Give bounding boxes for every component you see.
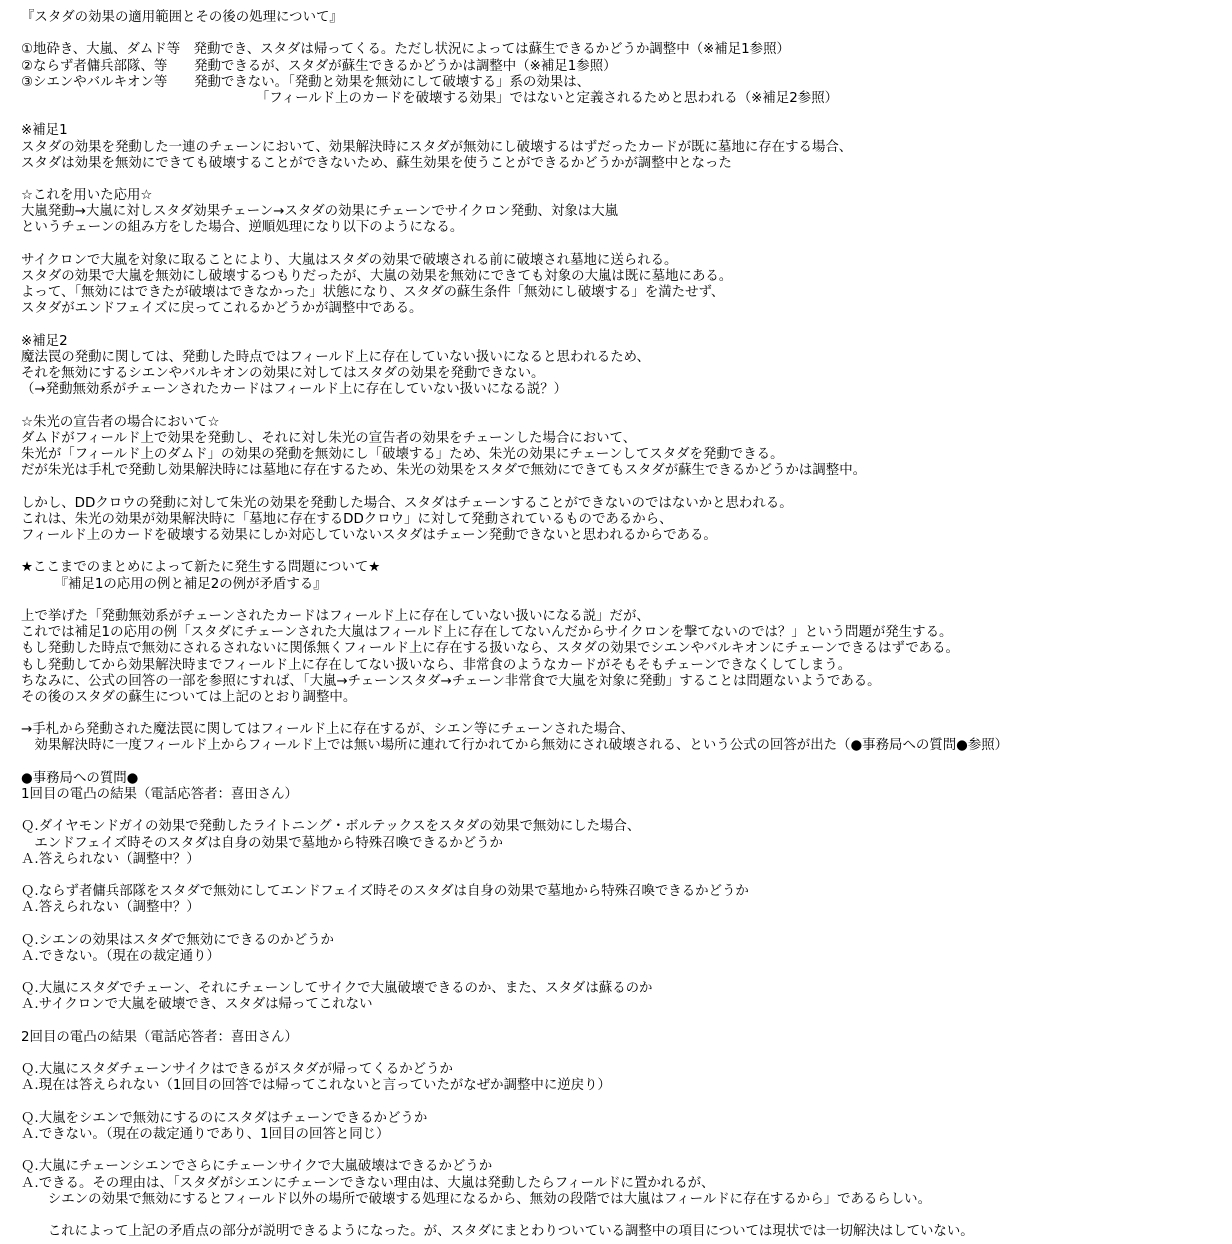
- text-line: だが朱光は手札で発動し効果解決時には墓地に存在するため、朱光の効果をスタダで無効にできてもスタダが蘇生できるかどうかは調整中。: [21, 463, 867, 479]
- text-line: Ｑ.大嵐にチェーンシエンでさらにチェーンサイクで大嵐破壊はできるかどうか: [21, 1159, 493, 1175]
- text-line: シエンの効果で無効にするとフィールド以外の場所で破壊する処理になるから、無効の段階では大嵐はフィールドに存在するから」であるらしい。: [21, 1191, 931, 1207]
- text-line: ●事務局への質問●: [21, 770, 139, 786]
- text-line: これは、朱光の効果が効果解決時に「墓地に存在するDDクロウ」に対して発動されているものであるから、: [21, 511, 673, 527]
- text-line: Ｑ.大嵐にスタダでチェーン、それにチェーンしてサイクで大嵐破壊できるのか、また、スタダは蘇るのか: [21, 981, 653, 997]
- text-line: Ｑ.ダイヤモンドガイの効果で発動したライトニング・ボルテックスをスタダの効果で無効にした場合、: [21, 819, 641, 835]
- blank-line: [21, 803, 1232, 819]
- text-line: 大嵐発動→大嵐に対しスタダ効果チェーン→スタダの効果にチェーンでサイクロン発動、対象は大嵐: [21, 204, 619, 220]
- blank-line: [21, 1143, 1232, 1159]
- text-line: スタダがエンドフェイズに戻ってこれるかどうかが調整中である。: [21, 301, 423, 317]
- text-line: 「フィールド上のカードを破壊する効果」ではないと定義されるためと思われる（※補足2参照）: [21, 90, 839, 106]
- text-line: しかし、DDクロウの発動に対して朱光の効果を発動した場合、スタダはチェーンすることができないのではないかと思われる。: [21, 495, 793, 511]
- blank-line: [21, 1046, 1232, 1062]
- text-line: Ａ.サイクロンで大嵐を破壊でき、スタダは帰ってこれない: [21, 997, 373, 1013]
- text-line: ②ならず者傭兵部隊、等 発動できるが、スタダが蘇生できるかどうかは調整中（※補足1参照）: [21, 58, 617, 74]
- blank-line: [21, 1014, 1232, 1030]
- text-line: 上で挙げた「発動無効系がチェーンされたカードはフィールド上に存在していない扱いになる説」だが、: [21, 608, 650, 624]
- text-line: Ａ.答えられない（調整中？）: [21, 900, 200, 916]
- text-line: エンドフェイズ時そのスタダは自身の効果で墓地から特殊召喚できるかどうか: [21, 835, 503, 851]
- text-line: というチェーンの組み方をした場合、逆順処理になり以下のようになる。: [21, 220, 464, 236]
- text-line: Ａ.現在は答えられない（1回目の回答では帰ってこれないと言っていたがなぜか調整中に逆戻り）: [21, 1078, 611, 1094]
- text-line: Ｑ.シエンの効果はスタダで無効にできるのかどうか: [21, 932, 334, 948]
- blank-line: [21, 917, 1232, 933]
- text-line: Ａ.できない。（現在の裁定通り）: [21, 948, 220, 964]
- text-line: これによって上記の矛盾点の部分が説明できるようになった。が、スタダにまとわりついている調整中の項目については現状では一切解決はしていない。: [21, 1224, 974, 1240]
- text-line: その後のスタダの蘇生については上記のとおり調整中。: [21, 689, 357, 705]
- text-line: ★ここまでのまとめによって新たに発生する問題について★: [21, 560, 381, 576]
- text-line: ☆これを用いた応用☆: [21, 188, 153, 204]
- blank-line: [21, 479, 1232, 495]
- text-line: →手札から発動された魔法罠に関してはフィールド上に存在するが、シエン等にチェーンされた場合、: [21, 722, 635, 738]
- text-line: 効果解決時に一度フィールド上からフィールド上では無い場所に連れて行かれてから無効にされ破壊される、という公式の回答が出た（●事務局への質問●参照）: [21, 738, 1009, 754]
- text-line: それを無効にするシエンやバルキオンの効果に対してはスタダの効果を発動できない。: [21, 366, 545, 382]
- text-line: ①地砕き、大嵐、ダムド等 発動でき、スタダは帰ってくる。ただし状況によっては蘇生できるかどうか調整中（※補足1参照）: [21, 42, 790, 58]
- text-line: ダムドがフィールド上で効果を発動し、それに対し朱光の宣告者の効果をチェーンした場合において、: [21, 430, 637, 446]
- text-line: ③シエンやバルキオン等 発動できない。「発動と効果を無効にして破壊する」系の効果は、: [21, 74, 591, 90]
- text-line: ※補足1: [21, 123, 68, 139]
- blank-line: [21, 399, 1232, 415]
- text-line: これでは補足1の応用の例「スタダにチェーンされた大嵐はフィールド上に存在してないんだからサイクロンを撃てないのでは？」という問題が発生する。: [21, 625, 953, 641]
- text-line: もし発動した時点で無効にされるされないに関係無くフィールド上に存在する扱いなら、スタダの効果でシエンやバルキオンにチェーンできるはずである。: [21, 641, 959, 657]
- text-line: スタダの効果で大嵐を無効にし破壊するつもりだったが、大嵐の効果を無効にできても対象の大嵐は既に墓地にある。: [21, 269, 733, 284]
- text-line: （→発動無効系がチェーンされたカードはフィールド上に存在していない扱いになる説？）: [21, 382, 568, 398]
- text-line: 『補足1の応用の例と補足2の例が矛盾する』: [21, 576, 327, 592]
- text-line: Ａ.できる。その理由は、「スタダがシエンにチェーンできない理由は、大嵐は発動したらフィールドに置かれるが、: [21, 1175, 715, 1191]
- blank-line: [21, 544, 1232, 560]
- blank-line: [21, 965, 1232, 981]
- text-line: Ｑ.大嵐をシエンで無効にするのにスタダはチェーンできるかどうか: [21, 1110, 428, 1126]
- blank-line: [21, 593, 1232, 609]
- text-line: もし発動してから効果解決時までフィールド上に存在してない扱いなら、非常食のようなカードがそもそもチェーンできなくしてしまう。: [21, 657, 852, 673]
- blank-line: [21, 318, 1232, 334]
- blank-line: [21, 1095, 1232, 1111]
- text-line: よって、「無効にはできたが破壊はできなかった」状態になり、スタダの蘇生条件「無効にし破壊する」を満たせず、: [21, 285, 725, 301]
- blank-line: [21, 868, 1232, 884]
- text-line: Ｑ.大嵐にスタダチェーンサイクはできるがスタダが帰ってくるかどうか: [21, 1062, 453, 1078]
- text-line: 『スタダの効果の適用範囲とその後の処理について』: [21, 10, 343, 25]
- text-line: Ｑ.ならず者傭兵部隊をスタダで無効にしてエンドフェイズ時そのスタダは自身の効果で墓地から特殊召喚できるかどうか: [21, 884, 749, 900]
- blank-line: [21, 237, 1232, 253]
- text-line: 魔法罠の発動に関しては、発動した時点ではフィールド上に存在していない扱いになると思われるため、: [21, 349, 650, 365]
- text-line: フィールド上のカードを破壊する効果にしか対応していないスタダはチェーン発動できないと思われるからである。: [21, 528, 717, 543]
- text-line: 1回目の電凸の結果（電話応答者：喜田さん）: [21, 787, 298, 802]
- text-line: スタダの効果を発動した一連のチェーンにおいて、効果解決時にスタダが無効にし破壊するはずだったカードが既に墓地に存在する場合、: [21, 139, 853, 155]
- blank-line: [21, 26, 1232, 42]
- text-line: ちなみに、公式の回答の一部を参照にすれば、「大嵐→チェーンスタダ→チェーン非常食で大嵐を対象に発動」することは問題ないようである。: [21, 673, 881, 689]
- text-line: Ａ.できない。（現在の裁定通りであり、1回目の回答と同じ）: [21, 1126, 390, 1142]
- text-line: Ａ.答えられない（調整中？）: [21, 851, 200, 867]
- blank-line: [21, 172, 1232, 188]
- blank-line: [21, 107, 1232, 123]
- text-line: サイクロンで大嵐を対象に取ることにより、大嵐はスタダの効果で破壊される前に破壊され墓地に送られる。: [21, 252, 678, 268]
- text-line: 朱光が「フィールド上のダムド」の効果の発動を無効にし「破壊する」ため、朱光の効果にチェーンしてスタダを発動できる。: [21, 447, 784, 463]
- text-line: ※補足2: [21, 333, 68, 349]
- blank-line: [21, 755, 1232, 771]
- blank-line: [21, 1208, 1232, 1224]
- text-line: スタダは効果を無効にできても破壊することができないため、蘇生効果を使うことができるかどうかが調整中となった: [21, 155, 732, 171]
- blank-line: [21, 706, 1232, 722]
- text-line: 2回目の電凸の結果（電話応答者：喜田さん）: [21, 1029, 298, 1045]
- text-line: ☆朱光の宣告者の場合において☆: [21, 414, 220, 430]
